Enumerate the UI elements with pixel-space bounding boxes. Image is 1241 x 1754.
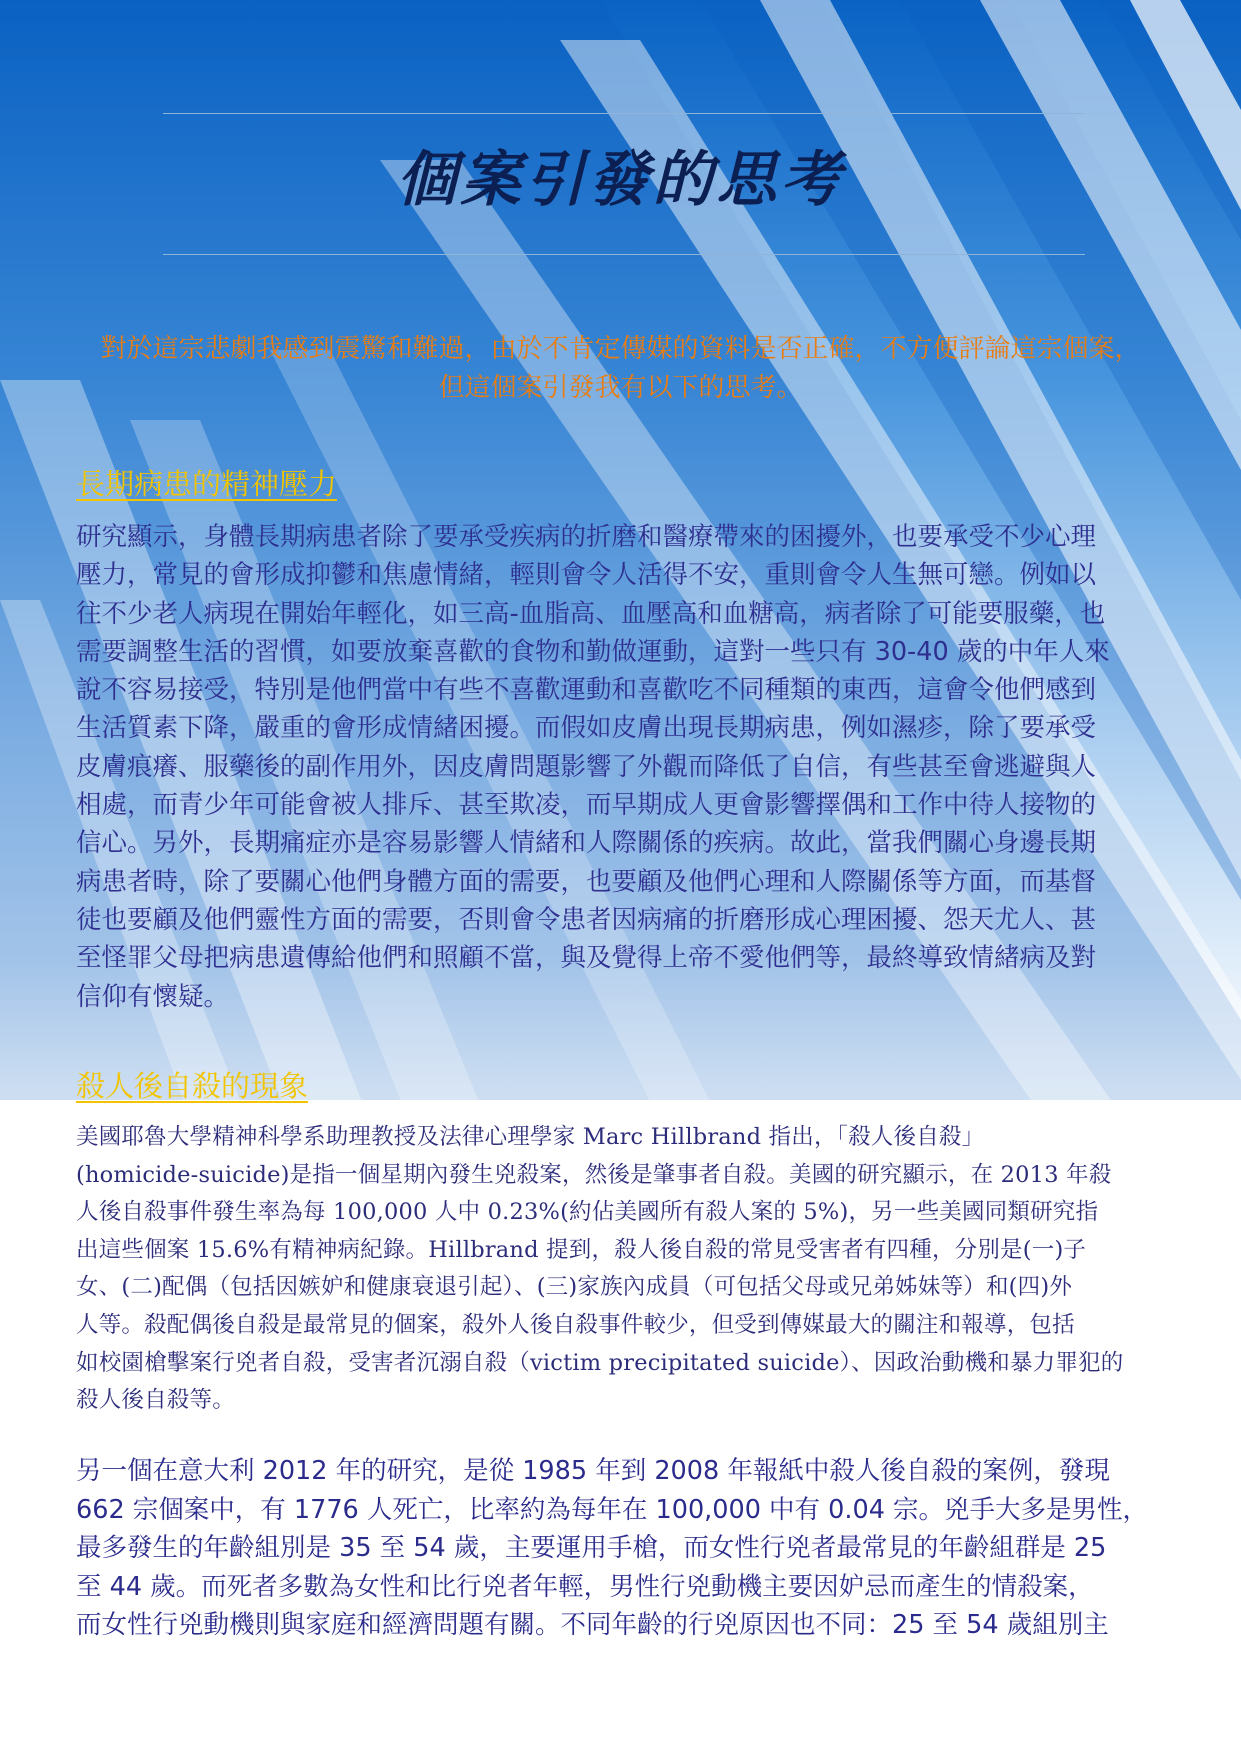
paragraph-line: 至怪罪父母把病患遺傳給他們和照顧不當，與及覺得上帝不愛他們等，最終導致情緒病及對 bbox=[76, 943, 1097, 974]
section-paragraph bbox=[76, 518, 1168, 1016]
paragraph-line: 另一個在意大利 2012 年的研究，是從 1985 年到 2008 年報紙中殺人後自殺的案例，發現 bbox=[76, 1456, 1110, 1486]
paragraph-line: 往不少老人病現在開始年輕化，如三高-血脂高、血壓高和血糖高，病者除了可能要服藥，也 bbox=[76, 598, 1106, 629]
paragraph-line: 至 44 歲。而死者多數為女性和比行兇者年輕，男性行兇動機主要因妒忌而產生的情殺案， bbox=[76, 1571, 1094, 1602]
section-heading-homicide-suicide: 殺人後自殺的現象 bbox=[76, 1069, 309, 1103]
page-title: 個案引發的思考 bbox=[396, 145, 845, 215]
paragraph-line: 說不容易接受，特別是他們當中有些不喜歡運動和喜歡吃不同種類的東西，這會令他們感到 bbox=[76, 675, 1097, 706]
paragraph-line: 需要調整生活的習慣，如要放棄喜歡的食物和勤做運動，這對一些只有 30-40 歲的中年人來 bbox=[76, 636, 1110, 667]
paragraph-line: 生活質素下降，嚴重的會形成情緒困擾。而假如皮膚出現長期病患，例如濕疹，除了要承受 bbox=[76, 713, 1097, 744]
paragraph-line: (homicide-suicide)是指一個星期內發生兇殺案，然後是肇事者自殺。美國的研究顯示，在 2013 年殺 bbox=[76, 1161, 1112, 1188]
title-divider-bottom bbox=[163, 254, 1085, 255]
paragraph-line: 壓力，常見的會形成抑鬱和焦慮情緒，輕則會令人活得不安，重則會令人生無可戀。例如以 bbox=[76, 560, 1097, 591]
paragraph-line: 如校園槍擊案行兇者自殺，受害者沉溺自殺（victim precipitated suicide）、因政治動機和暴力罪犯的 bbox=[76, 1349, 1124, 1376]
paragraph-line: 662 宗個案中，有 1776 人死亡，比率約為每年在 100,000 中有 0.04 宗。兇手大多是男性， bbox=[76, 1494, 1149, 1525]
section-paragraph bbox=[76, 1452, 1168, 1645]
intro-line: 但這個案引發我有以下的思考。 bbox=[438, 373, 803, 403]
paragraph-line: 人後自殺事件發生率為每 100,000 人中 0.23%(約佔美國所有殺人案的 5%)，另一些美國同類研究指 bbox=[76, 1199, 1099, 1226]
paragraph-line: 最多發生的年齡組別是 35 至 54 歲，主要運用手槍，而女性行兇者最常見的年齡組群是 25 bbox=[76, 1533, 1107, 1563]
paragraph-line: 女、(二)配偶（包括因嫉妒和健康衰退引起）、(三)家族內成員（可包括父母或兄弟姊妹等）和(四)外 bbox=[76, 1274, 1073, 1301]
paragraph-line: 殺人後自殺等。 bbox=[76, 1387, 235, 1414]
paragraph-line: 出這些個案 15.6%有精神病紀錄。Hillbrand 提到，殺人後自殺的常見受害者有四種，分別是(一)子 bbox=[76, 1236, 1087, 1263]
paragraph-line: 研究顯示，身體長期病患者除了要承受疾病的折磨和醫療帶來的困擾外，也要承受不少心理 bbox=[76, 522, 1097, 552]
section-paragraph bbox=[76, 1119, 1168, 1420]
paragraph-line: 而女性行兇動機則與家庭和經濟問題有關。不同年齡的行兇原因也不同：25 至 54 歲組別主 bbox=[76, 1610, 1109, 1640]
paragraph-line: 美國耶魯大學精神科學系助理教授及法律心理學家 Marc Hillbrand 指出，「殺人後自殺」 bbox=[76, 1124, 985, 1150]
paragraph-line: 信仰有懷疑。 bbox=[76, 981, 230, 1012]
paragraph-line: 人等。殺配偶後自殺是最常見的個案，殺外人後自殺事件較少，但受到傳媒最大的關注和報導，包括 bbox=[76, 1311, 1075, 1338]
intro-text bbox=[70, 330, 1171, 408]
paragraph-line: 徒也要顧及他們靈性方面的需要，否則會令患者因病痛的折磨形成心理困擾、怨天尤人、甚 bbox=[76, 904, 1097, 935]
paragraph-line: 皮膚痕癢、服藥後的副作用外，因皮膚問題影響了外觀而降低了自信，有些甚至會逃避與人 bbox=[76, 751, 1097, 782]
paragraph-line: 相處，而青少年可能會被人排斥、甚至欺凌，而早期成人更會影響擇偶和工作中待人接物的 bbox=[76, 790, 1097, 821]
paragraph-line: 病患者時，除了要關心他們身體方面的需要，也要顧及他們心理和人際關係等方面，而基督 bbox=[76, 866, 1097, 897]
section-heading-chronic-illness: 長期病患的精神壓力 bbox=[76, 467, 338, 501]
title-divider-top bbox=[163, 113, 1085, 114]
paragraph-line: 信心。另外，長期痛症亦是容易影響人情緒和人際關係的疾病。故此，當我們關心身邊長期 bbox=[76, 828, 1097, 859]
intro-line: 對於這宗悲劇我感到震驚和難過，由於不肯定傳媒的資料是否正確，不方便評論這宗個案， bbox=[100, 334, 1141, 364]
